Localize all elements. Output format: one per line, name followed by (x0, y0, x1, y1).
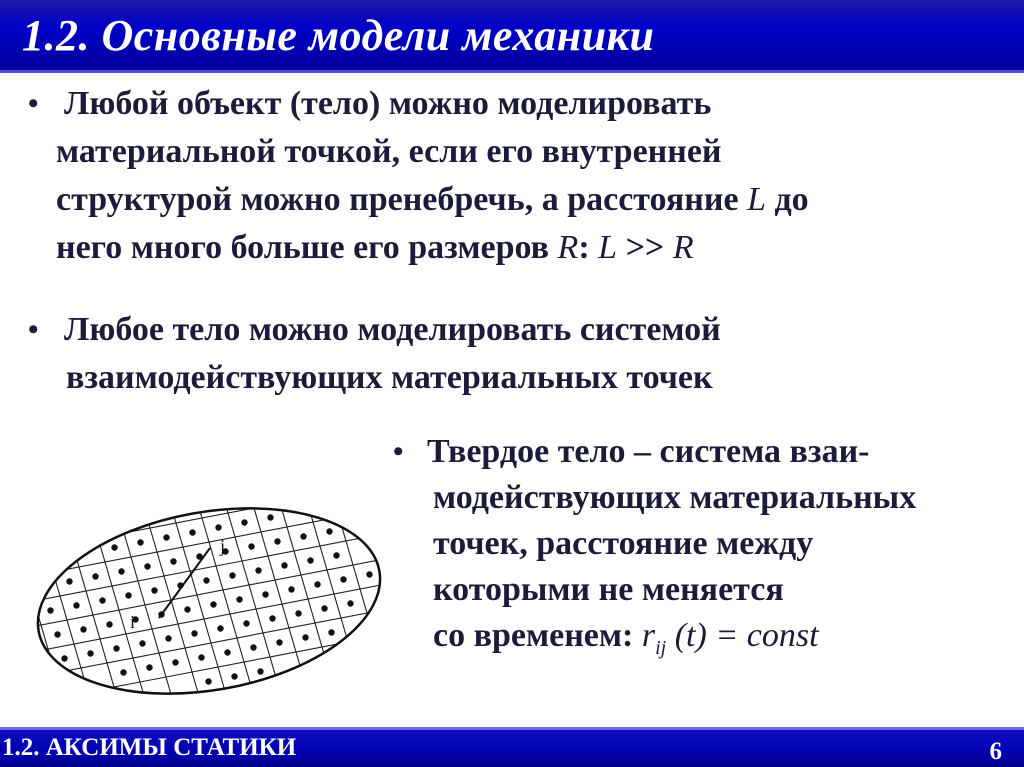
grid-line (300, 490, 396, 722)
bullet1-line3 (56, 176, 809, 224)
bullet-marker: • (393, 435, 404, 468)
material-point (47, 607, 53, 613)
material-point (333, 552, 339, 558)
material-point (120, 669, 126, 675)
material-point (139, 640, 145, 646)
material-point (314, 581, 320, 587)
material-point (111, 544, 117, 550)
material-point (224, 649, 230, 655)
material-point (288, 586, 294, 592)
var-R: R (557, 229, 579, 266)
bullet1-line3-text: структурой можно пренебречь, а расстояние (56, 181, 748, 218)
material-point (144, 563, 150, 569)
rigid-body-diagram (22, 490, 396, 722)
material-point (281, 562, 287, 568)
material-point (257, 668, 263, 674)
material-point (217, 625, 223, 631)
material-point (61, 655, 67, 661)
bullet-material-point (28, 80, 1008, 280)
material-point (243, 620, 249, 626)
bullet2-line2: взаимодействующих материальных точек (66, 359, 713, 396)
material-point (170, 558, 176, 564)
bullet3-line5-text: со временем: (433, 617, 642, 654)
material-point (203, 577, 209, 583)
grid-line (22, 490, 38, 722)
bullet2-line1: Любое тело можно моделировать системой (64, 311, 721, 348)
material-point (106, 621, 112, 627)
bullet1-line3-end: до (765, 181, 809, 218)
var-R-2: R (672, 229, 694, 266)
formula-r: r (641, 617, 656, 654)
material-point (99, 597, 105, 603)
grid-line (378, 490, 396, 708)
material-point (250, 644, 256, 650)
material-point (163, 534, 169, 540)
grid-line (22, 664, 396, 722)
material-point (328, 629, 334, 635)
material-point (326, 528, 332, 534)
footer-bar (0, 727, 1024, 767)
bullet3-line2: модействующих материальных (433, 479, 917, 516)
grid-line (22, 490, 396, 588)
material-point (236, 596, 242, 602)
grid-line (66, 490, 220, 722)
bullet-marker: • (28, 313, 39, 346)
grid-line (22, 490, 116, 722)
grid-line (22, 490, 396, 540)
material-point (151, 587, 157, 593)
material-point (248, 543, 254, 549)
material-point (137, 539, 143, 545)
material-point (113, 645, 119, 651)
bullet1-line1: Любой объект (тело) можно моделировать (64, 85, 712, 122)
material-point (347, 600, 353, 606)
formula-rest: (t) = const (666, 617, 819, 654)
grid-line (22, 688, 396, 722)
material-point (66, 578, 72, 584)
page-number: 6 (989, 738, 1002, 765)
material-point (215, 524, 221, 530)
colon: : (578, 229, 599, 266)
material-point (165, 635, 171, 641)
slide-title: 1.2. Основные модели механики (22, 11, 655, 60)
material-point (198, 654, 204, 660)
material-point (92, 573, 98, 579)
ij-connection-line (159, 548, 210, 618)
label-j: j (220, 536, 226, 556)
grid-line (22, 490, 90, 722)
material-point (231, 673, 237, 679)
material-point (366, 571, 372, 577)
material-point (118, 568, 124, 574)
material-point (210, 601, 216, 607)
bullet3-line3: точек, расстояние между (433, 525, 814, 562)
material-point (307, 557, 313, 563)
bullet-system-of-points (28, 306, 1008, 406)
material-point (80, 626, 86, 632)
material-point (54, 631, 60, 637)
material-point (340, 576, 346, 582)
material-point (184, 606, 190, 612)
footer-section-title: 1.2. АКСИМЫ СТАТИКИ (2, 734, 297, 761)
material-point (229, 572, 235, 578)
material-point (276, 639, 282, 645)
material-point (267, 514, 273, 520)
material-point (295, 610, 301, 616)
bullet-marker: • (28, 87, 39, 120)
much-greater-op: >> (617, 229, 673, 266)
bullet1-line2: материальной точкой, если его внутренней (56, 133, 722, 170)
bullet3-line5 (433, 612, 819, 672)
bullet-rigid-body (393, 428, 1013, 678)
material-point (302, 634, 308, 640)
grid-line (22, 490, 64, 722)
material-point (300, 533, 306, 539)
bullet3-line4: которыми не меняется (433, 571, 784, 608)
material-point (205, 678, 211, 684)
material-point (73, 602, 79, 608)
bullet1-line4 (56, 224, 694, 272)
material-point (191, 630, 197, 636)
material-point (189, 529, 195, 535)
var-L-2: L (598, 229, 618, 266)
material-point (125, 592, 131, 598)
grid-line (22, 490, 396, 492)
label-i: i (130, 612, 136, 632)
material-point (269, 615, 275, 621)
material-point (172, 659, 178, 665)
material-point (146, 664, 152, 670)
material-point (262, 591, 268, 597)
var-L: L (747, 181, 766, 218)
material-points (47, 514, 372, 684)
material-point (255, 567, 261, 573)
material-point (241, 519, 247, 525)
material-point (321, 605, 327, 611)
bullet1-line4-text: него много больше его размеров (56, 229, 558, 266)
formula-subscript: ij (655, 637, 667, 659)
bullet3-line1: Твердое тело – система взаи- (427, 433, 870, 470)
material-point (87, 650, 93, 656)
material-point (274, 538, 280, 544)
